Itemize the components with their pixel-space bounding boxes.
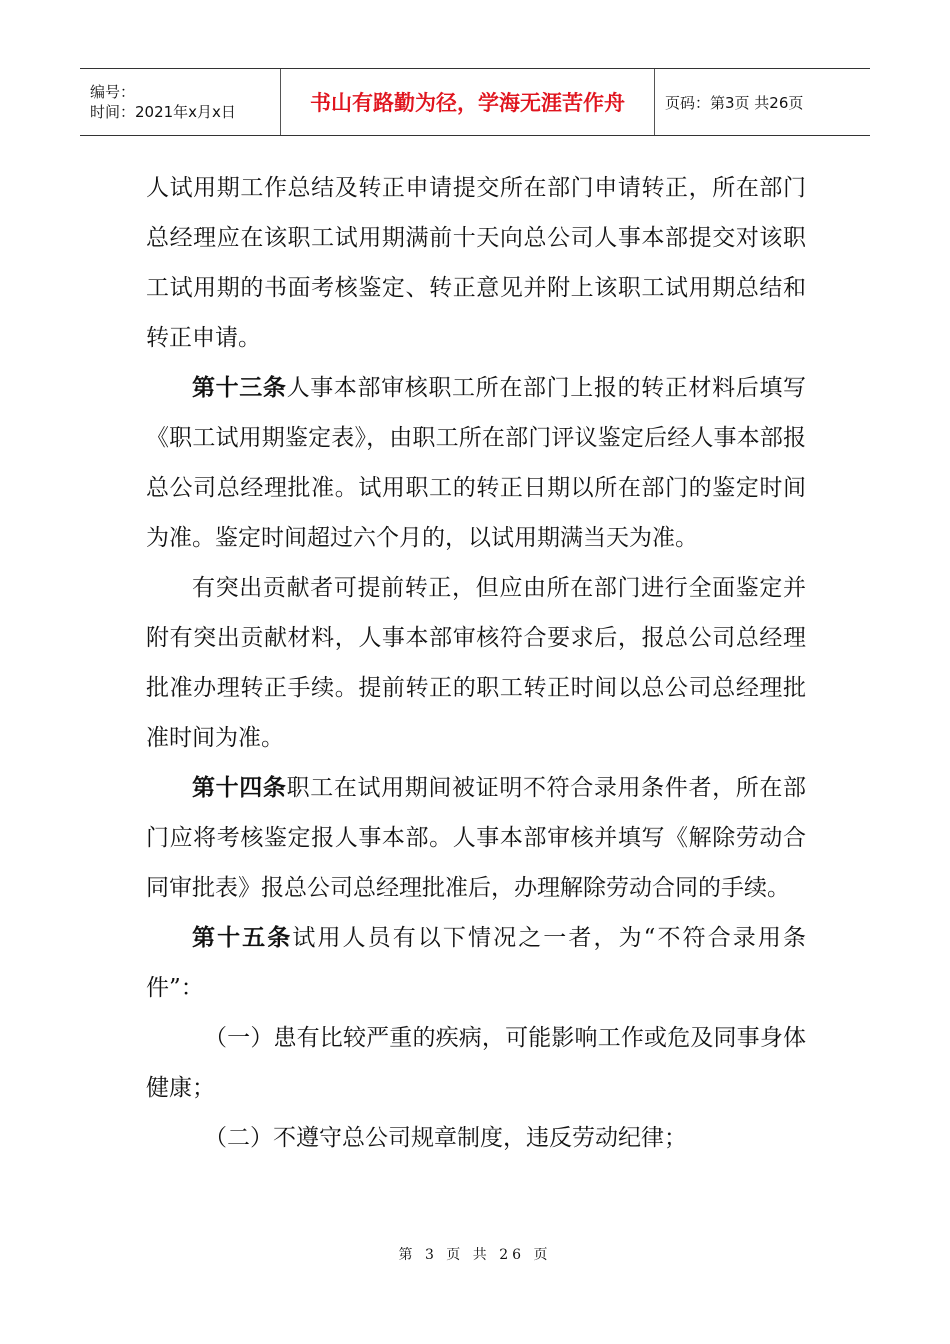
document-number-label: 编号： [90,83,136,101]
page-header [80,68,870,136]
header-meta [80,69,281,135]
article-heading: 第十三条 [192,375,287,401]
document-time-label: 时间：2021年x月x日 [90,103,236,121]
paragraph-continued [146,163,806,363]
article-13-paragraph [146,363,806,563]
list-item-text: （二）不遵守总公司规章制度，违反劳动纪律； [204,1125,687,1151]
list-item [146,1113,806,1163]
article-heading: 第十四条 [192,775,287,801]
list-item [146,1013,806,1113]
document-body [146,163,806,1163]
list-item-text: （一）患有比较严重的疾病，可能影响工作或危及同事身体健康； [146,1025,806,1101]
article-heading: 第十五条 [192,925,293,951]
article-14-paragraph [146,763,806,913]
paragraph-text: 人试用期工作总结及转正申请提交所在部门申请转正，所在部门总经理应在该职工试用期满前十天向总公司人事本部提交对该职工试用期的书面考核鉴定、转正意见并附上该职工试用期总结和转正申请。 [146,175,806,351]
header-page-info: 页码：第3页 共26页 [665,93,804,112]
article-15-paragraph [146,913,806,1013]
header-motto: 书山有路勤为径，学海无涯苦作舟 [281,69,655,135]
page-footer: 第 3 页 共 26 页 [398,1247,552,1263]
paragraph-text: 人事本部审核职工所在部门上报的转正材料后填写《职工试用期鉴定表》，由职工所在部门评议鉴定后经人事本部报总公司总经理批准。试用职工的转正日期以所在部门的鉴定时间为准。鉴定时间超过六个月的，以试用期满当天为准。 [146,375,807,551]
paragraph-text: 有突出贡献者可提前转正，但应由所在部门进行全面鉴定并附有突出贡献材料，人事本部审核符合要求后，报总公司总经理批准办理转正手续。提前转正的职工转正时间以总公司总经理批准时间为准。 [146,575,806,751]
early-confirmation-paragraph [146,563,806,763]
paragraph-text: 职工在试用期间被证明不符合录用条件者，所在部门应将考核鉴定报人事本部。人事本部审核并填写《解除劳动合同审批表》报总公司总经理批准后，办理解除劳动合同的手续。 [146,775,807,901]
paragraph-text: 试用人员有以下情况之一者，为“不符合录用条件”： [146,925,806,1001]
